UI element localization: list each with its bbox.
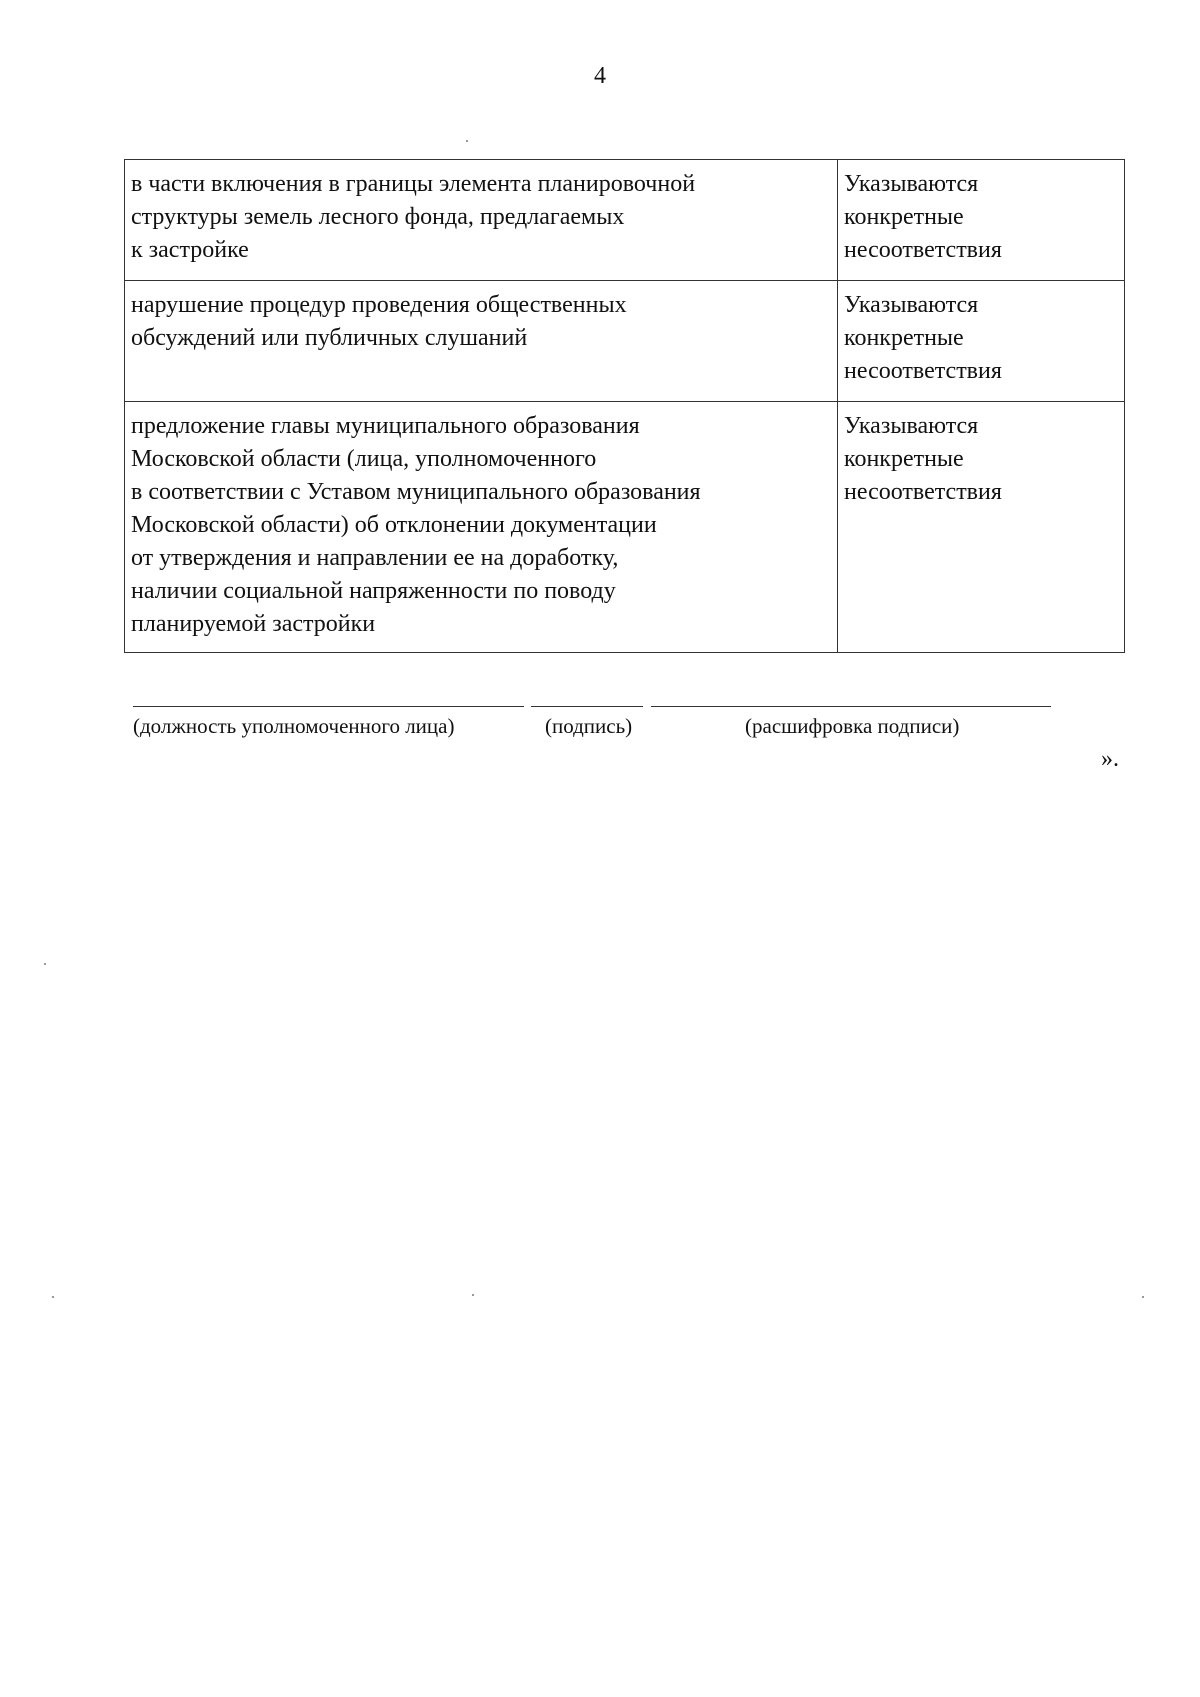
position-caption: (должность уполномоченного лица) (133, 714, 455, 738)
note-cell (838, 160, 1125, 281)
reasons-table (124, 159, 1125, 653)
table-row (125, 160, 1125, 281)
position-signature-line (133, 706, 524, 707)
reason-text: нарушение процедур проведения общественных обсуждений или публичных слушаний (131, 292, 627, 351)
page-number: 4 (594, 63, 606, 89)
reason-cell (125, 160, 838, 281)
decryption-signature-line (651, 706, 1051, 707)
note-text: Указываются конкретные несоответствия (844, 413, 1002, 505)
reason-text: предложение главы муниципального образования Московской области (лица, уполномоченного в соответствии с Уставом муниципального образования Московской области) об отклонении документации от утверждения и направлении ее на доработку, наличии социальной напряженности по поводу планируемой застройки (131, 413, 701, 637)
reason-text: в части включения в границы элемента планировочной структуры земель лесного фонда, предлагаемых к застройке (131, 171, 696, 263)
scan-speck (52, 1296, 54, 1298)
closing-quote-mark: ». (1101, 746, 1119, 772)
note-cell (838, 402, 1125, 653)
scan-speck (466, 140, 468, 142)
reason-cell (125, 402, 838, 653)
scan-speck (1142, 1296, 1144, 1298)
scan-speck (44, 963, 46, 965)
note-text: Указываются конкретные несоответствия (844, 292, 1002, 384)
signature-caption: (подпись) (545, 714, 633, 738)
signature-line (531, 706, 643, 707)
scan-speck (472, 1294, 474, 1296)
decryption-caption: (расшифровка подписи) (745, 714, 960, 738)
table-row (125, 402, 1125, 653)
note-text: Указываются конкретные несоответствия (844, 171, 1002, 263)
table-row (125, 281, 1125, 402)
note-cell (838, 281, 1125, 402)
reason-cell (125, 281, 838, 402)
